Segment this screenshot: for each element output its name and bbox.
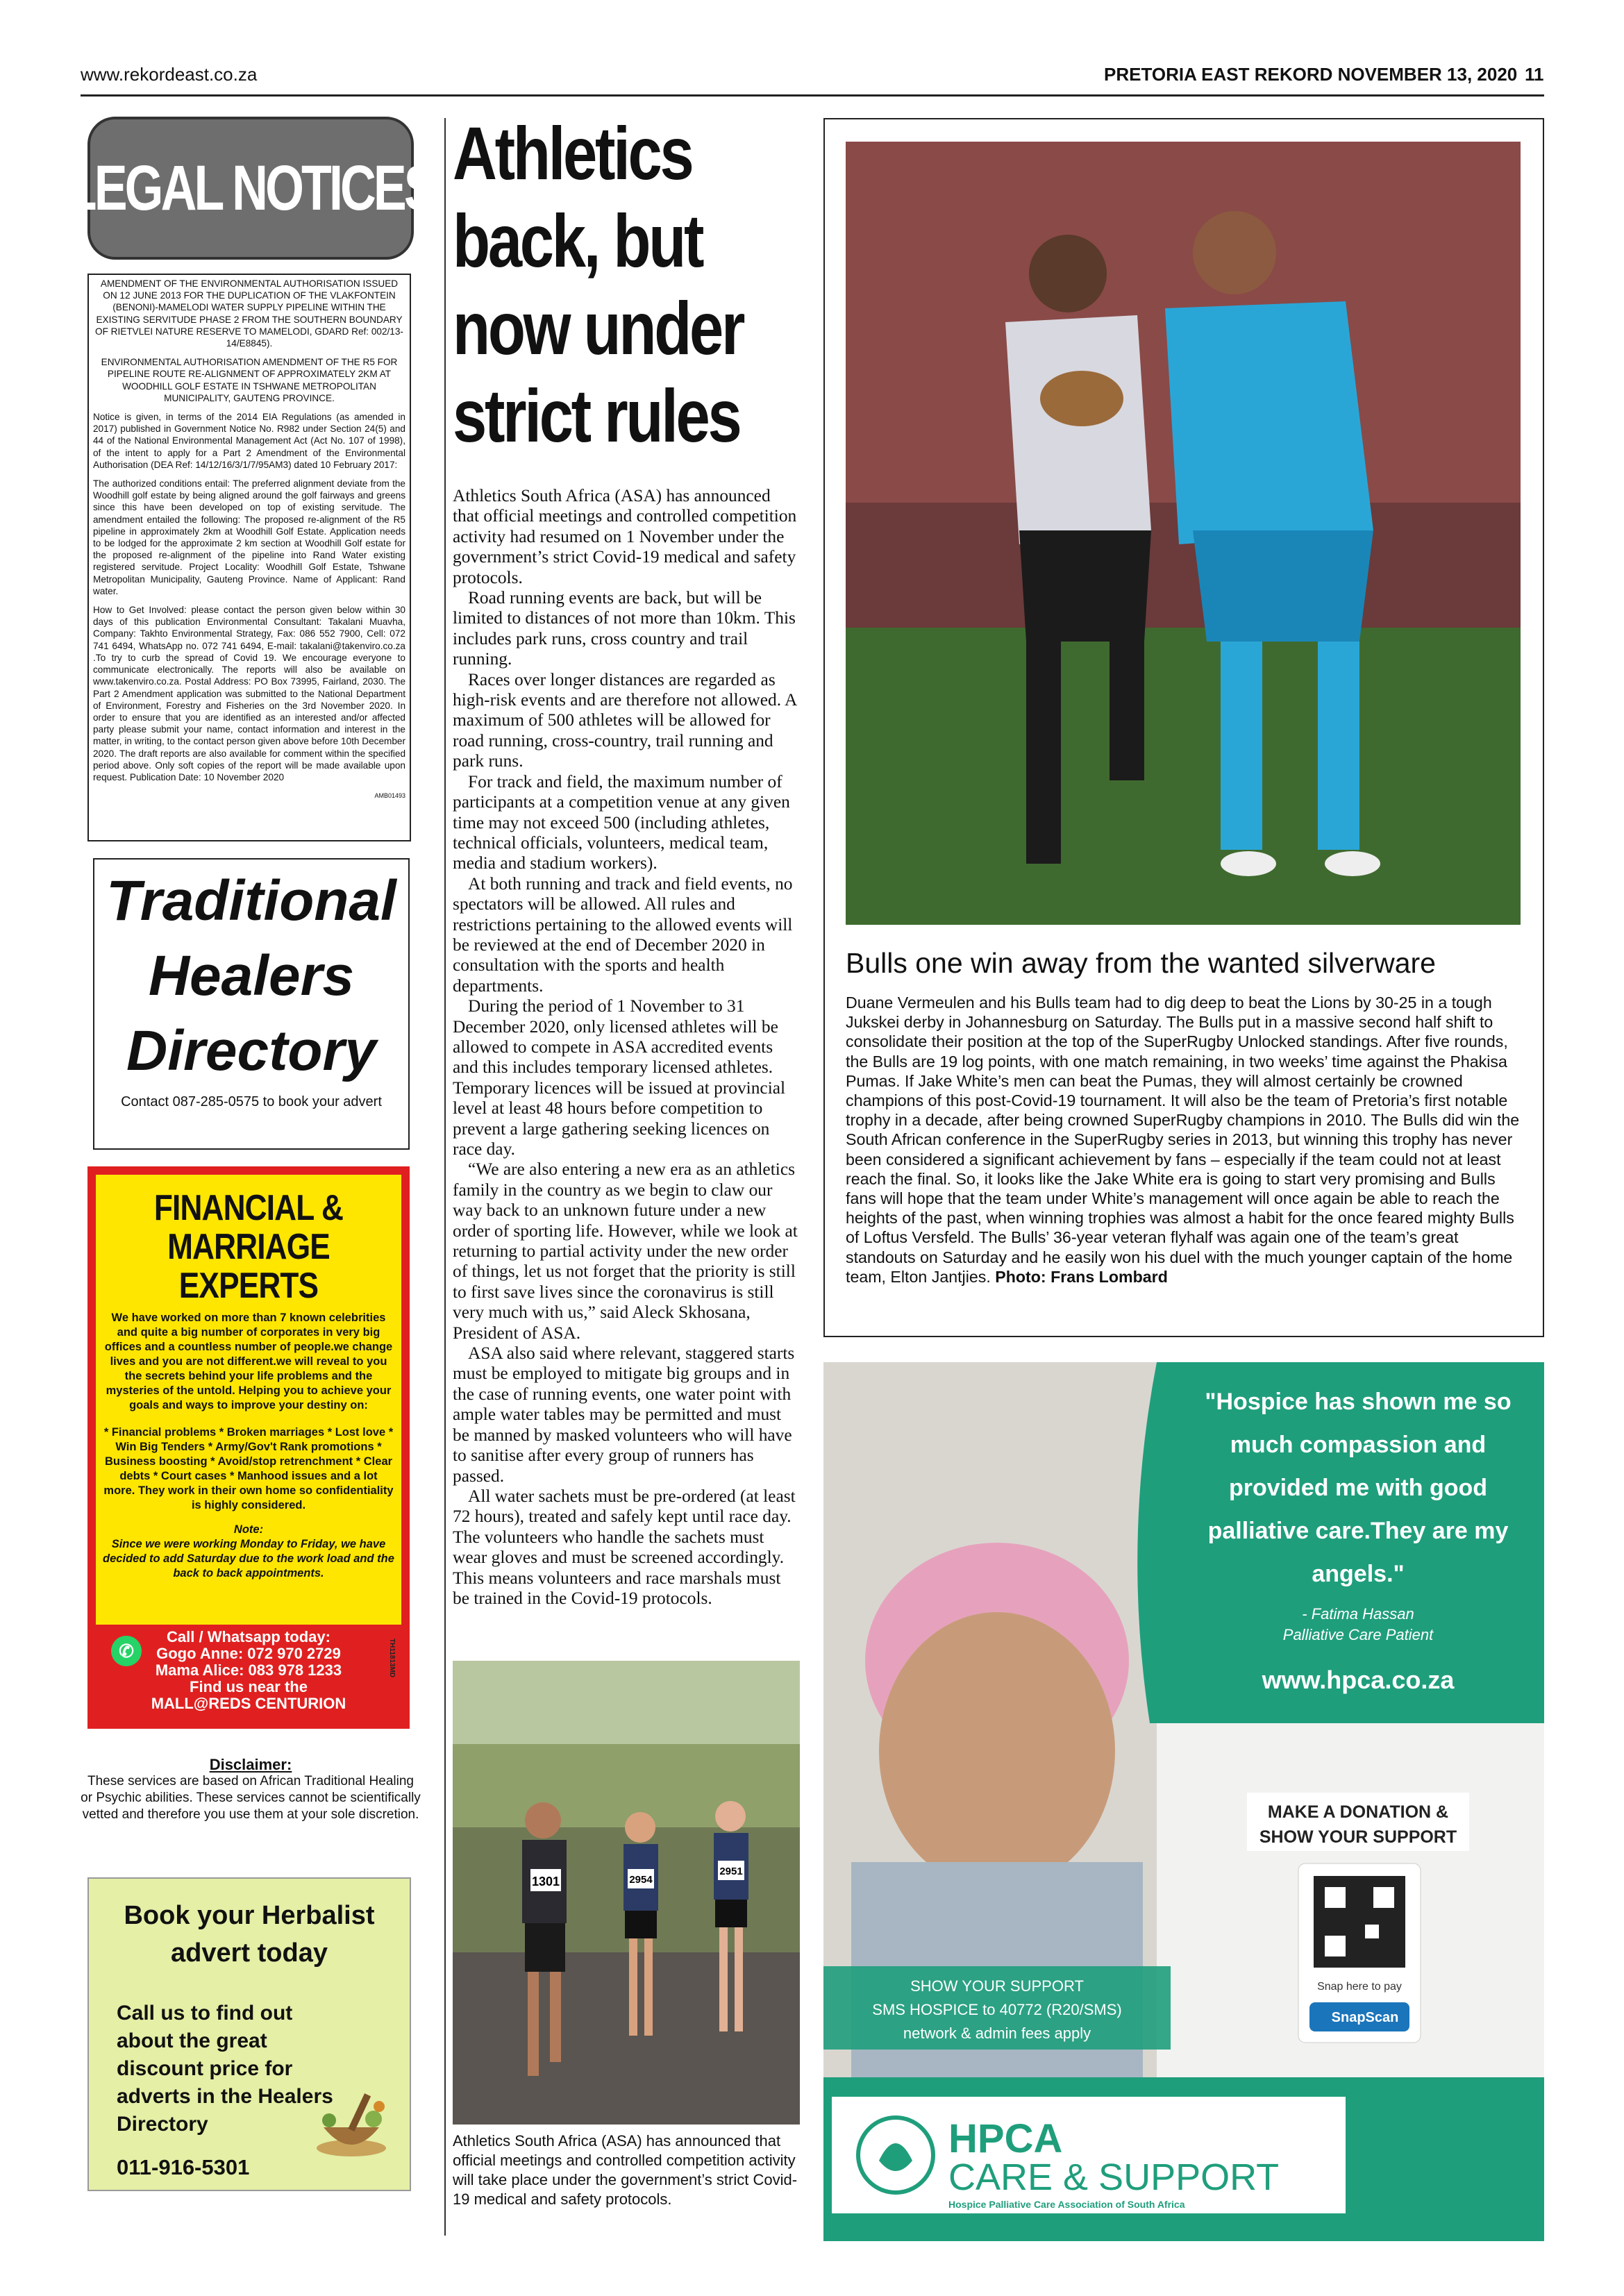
financial-note-heading: Note:: [233, 1523, 264, 1536]
whatsapp-icon: ✆: [111, 1636, 142, 1666]
financial-call-3: Mama Alice: 083 978 1233: [155, 1661, 342, 1679]
herbalist-body: Call us to find out about the great discount price for adverts in the Healers Directory: [117, 2002, 333, 2136]
legal-notice-p2: ENVIRONMENTAL AUTHORISATION AMENDMENT OF THE R5 FOR PIPELINE ROUTE RE-ALIGNMENT OF APPROXIMATELY 2KM AT WOODHILL GOLF ESTATE IN TSHWANE METROPOLITAN MUNICIPALITY, GAUTENG PROVINCE.: [101, 357, 398, 403]
financial-note: Since we were working Monday to Friday, we have decided to add Saturday due to the work load and the back to back appointments.: [103, 1538, 394, 1579]
financial-intro: We have worked on more than 7 known celebrities and quite a big number of corporates in very big offices and a countless number of people.we change lives and you are not different.we will reveal to you the secrets behind your life problems and the mysteries of the untold. Helping you to achieve your goals and ways to improve your destiny on:: [104, 1312, 393, 1411]
hpca-logo-1: HPCA: [948, 2116, 1063, 2161]
healers-contact: Contact 087-285-0575 to book your advert: [121, 1094, 382, 1109]
healers-title-3: Directory: [126, 1019, 377, 1082]
site-url: www.rekordeast.co.za: [81, 64, 258, 85]
hpca-attrib-2: Palliative Care Patient: [1282, 1626, 1434, 1643]
bulls-body: Duane Vermeulen and his Bulls team had to dig deep to beat the Lions by 30-25 in a tough Jukskei derby in Johannesburg on Saturday. The Bulls put in a massive second half shift to consolidate their position at the top of the SuperRugby Unlocked standings. After five rounds, the Bulls are 19 log points, with one match remaining, in two weeks’ time against the Phakisa Pumas. If Jake White’s men can beat the Pumas, they will almost certainly be crowned champions of this post-Covid-19 tournament. It will also be the team of Pretoria’s first notable trophy in a decade, after being crowned SuperRugby champions in 2010. The Bulls did win the South African conference in the SuperRugby series in 2013, but winning this trophy has never been considered a significant achievement by fans – especially if the team could not at least reach the final. So, it looks like the Jake White era is going to start very promising and Bulls fans will hope that the team under White’s management will once again be able to reach the heights of the past, when winning trophies was almost a habit for the once feared mighty Bulls of Loftus Versfeld. The Bulls’ 36-year veteran flyhalf was again one of the team’s great standouts on Saturday and he easily won his duel with the much younger captain of the home team, Elton Jantjies.: [846, 994, 1520, 1286]
healers-directory-ad: [93, 858, 410, 1150]
disclaimer: [81, 1757, 421, 1823]
bib-2954: 2954: [629, 1874, 653, 1886]
athletics-headline: [453, 110, 748, 460]
article-paragraph: All water sachets must be pre-ordered (at least 72 hours), treated and safely kept until race day. The volunteers who handle the sachets must wear gloves and must be screened accordingly. This means volunteers and race marshals must be trained in the Covid-19 protocols.: [453, 1486, 796, 1608]
article-paragraph: Road running events are back, but will be limited to distances of not more than 10km. This includes park runs, cross country and trail running.: [453, 588, 796, 669]
hpca-attrib-1: - Fatima Hassan: [1302, 1605, 1414, 1623]
bulls-text: [846, 993, 1523, 1287]
bulls-title: Bulls one win away from the wanted silverware: [846, 947, 1436, 979]
runners-photo: [453, 1661, 800, 2125]
financial-ref: TH11813MD: [388, 1639, 396, 1678]
article-paragraph: Athletics South Africa (ASA) has announced that official meetings and controlled competition activity had resumed on 1 November under the government’s strict Covid-19 medical and safety protocols.: [453, 486, 797, 587]
rugby-photo: [846, 142, 1521, 925]
hpca-sms-1: SHOW YOUR SUPPORT: [910, 1977, 1084, 1995]
athletics-article: [453, 486, 801, 1609]
herbalist-ad: [87, 1877, 411, 2191]
financial-call-panel: [96, 1625, 401, 1720]
hpca-quote-2: much compassion and: [1230, 1432, 1487, 1458]
bib-1301: 1301: [531, 1875, 560, 1888]
financial-call-5: MALL@REDS CENTURION: [151, 1695, 346, 1712]
legal-notices-badge: [66, 117, 435, 260]
headline-line-4: strict rules: [453, 374, 740, 458]
healers-title-2: Healers: [148, 944, 355, 1007]
hpca-quote-3: provided me with good: [1228, 1475, 1488, 1501]
article-paragraph: ASA also said where relevant, staggered starts must be employed to mitigate big groups and in the case of running events, one water point with ample water tables may be permitted and must be manned by masked volunteers who will have to sanitise after every group of runners has passed.: [453, 1343, 795, 1486]
financial-experts-ad: [87, 1166, 410, 1729]
runners-caption: Athletics South Africa (ASA) has announced that official meetings and controlled competition activity will take place under the government’s strict Covid-19 medical and safety protocols.: [453, 2132, 798, 2208]
legal-notice-p4: The authorized conditions entail: The preferred alignment deviate from the Woodhill golf estate by being aligned around the golf fairways and greens since this have been developed on top of existing servitude. The amendment entailed the following: The proposed re-alignment of the R5 pipeline in approximately 2km at Woodhill Golf Estate. Application needs to be lodged for the approximate 2 km section at Woodhill Golf estate for the proposed re-alignment of the pipeline into Rand Water existing registered servitude. Project Locality: Woodhill Golf Estate, Tshwane Metropolitan Municipality, Gauteng Province. Name of Applicant: Rand water.: [93, 478, 405, 596]
herbalist-phone: 011-916-5301: [117, 2155, 250, 2179]
hpca-quote-5: angels.": [1312, 1561, 1405, 1587]
article-paragraph: During the period of 1 November to 31 December 2020, only licensed athletes will be allowed to compete in ASA accredited events and this includes temporary licensed athletes. Temporary licences will be issued at provincial level at least 48 hours before competition to prevent a large gathering seeking licences on race day.: [453, 996, 786, 1159]
article-paragraph: Races over longer distances are regarded as high-risk events and are therefore not allowed. A maximum of 500 athletes will be allowed for road running, cross-country, trail running and park runs.: [453, 669, 796, 771]
disclaimer-heading: Disclaimer:: [209, 1756, 292, 1773]
paper-date: PRETORIA EAST REKORD NOVEMBER 13, 2020: [1104, 64, 1518, 85]
legal-notice: [87, 274, 411, 841]
hpca-logo-3: Hospice Palliative Care Association of South Africa: [948, 2199, 1185, 2210]
legal-notice-p3: Notice is given, in terms of the 2014 EIA Regulations (as amended in 2017) published in Government Notice No. R982 under Section 24(5) and 44 of the National Environmental Management Act (Act No. 107 of 1998), of the intent to apply for a Part 2 Amendment of the Environmental Authorisation (DEA Ref: 14/12/16/3/1/7/95AM3) dated 10 February 2017:: [93, 412, 405, 470]
article-paragraph: At both running and track and field events, no spectators will be allowed. All rules and restrictions pertaining to the allowed events will be reviewed at the end of December 2020 in consultation with the sports and health departments.: [453, 873, 793, 996]
bib-2951: 2951: [719, 1866, 743, 1877]
hpca-advert: [823, 1362, 1544, 2241]
column-rule: [444, 118, 446, 2236]
headline-line-3: now under: [453, 286, 744, 370]
hpca-donate-2: SHOW YOUR SUPPORT: [1259, 1827, 1457, 1847]
financial-call-1: Call / Whatsapp today:: [167, 1628, 330, 1645]
hpca-quote-4: palliative care.They are my: [1207, 1518, 1509, 1544]
hpca-logo-2: CARE & SUPPORT: [948, 2156, 1280, 2198]
hpca-donate-1: MAKE A DONATION &: [1267, 1802, 1449, 1822]
hpca-quote-1: "Hospice has shown me so: [1205, 1389, 1512, 1415]
healers-title-1: Traditional: [106, 869, 396, 932]
mortar-pestle-icon: [310, 2079, 393, 2162]
article-paragraph: For track and field, the maximum number of participants at a competition venue at any given time may not exceed 500 (including athletes, technical officials, volunteers, medical team, media and stadium workers).: [453, 771, 790, 873]
financial-call-2: Gogo Anne: 072 970 2729: [156, 1645, 341, 1662]
page-number: 11: [1525, 64, 1544, 85]
legal-notices-title: LEGAL NOTICES: [66, 152, 435, 224]
bulls-photo-credit: Photo: Frans Lombard: [995, 1267, 1168, 1286]
disclaimer-text: These services are based on African Traditional Healing or Psychic abilities. These services cannot be scientifically vetted and therefore you use them at your sole discretion.: [81, 1774, 421, 1822]
article-paragraph: “We are also entering a new era as an athletics family in the country as we begin to claw our way back to an unknown future under a new order of sporting life. However, while we look at returning to partial activity under the new order of things, let us not forget that the priority is still to first save lives since the coronavirus is still very much with us,” said Aleck Skhosana, President of ASA.: [453, 1159, 798, 1343]
financial-services: * Financial problems * Broken marriages * Lost love * Win Big Tenders * Army/Gov't Rank promotions * Business boosting * Avoid/stop retrenchment * Clear debts * Court cases * Manhood issues and a lot more. They work in their own home so confidentiality is highly considered.: [103, 1426, 394, 1511]
hpca-sms-3: network & admin fees apply: [903, 2025, 1091, 2042]
legal-notice-p5: How to Get Involved: please contact the person given below within 30 days of this publication Environmental Consultant: Takalani Muavha, Company: Takhto Environmental Strategy, Fax: 086 552 7900, Cell: 072 741 6494, WhatsApp no. 072 741 6494, E-mail: takalani@takenviro.co.za .To try to curb the spread of Covid 19. We encourage everyone to communicate electronically. The reports will also be available on www.takenviro.co.za. Postal Address: PO Box 73995, Fairland, 2030. The Part 2 Amendment application was submitted to the National Department of Environment, Forestry and Fisheries on the 3rd November 2020. In order to ensure that you are identified as an interested and/or affected party please submit your name, contact information and interest in the matter, in writing, to the contact person given above before 10th December 2020. The draft reports are also available for comment within the specified period above. Only soft copies of the report will be made available upon request. Publication Date: 10 November 2020: [93, 605, 405, 782]
snap-here-label: Snap here to pay: [1317, 1981, 1402, 1993]
headline-line-2: back, but: [453, 199, 703, 283]
headline-line-1: Athletics: [453, 111, 692, 195]
herbalist-title: Book your Herbalist advert today: [124, 1901, 375, 1968]
header-rule: [81, 94, 1544, 97]
financial-call-4: Find us near the: [190, 1678, 308, 1695]
snapscan-label: SnapScan: [1331, 2010, 1399, 2025]
hpca-sms-2: SMS HOSPICE to 40772 (R20/SMS): [872, 2001, 1122, 2018]
hpca-url: www.hpca.co.za: [1262, 1666, 1455, 1694]
legal-notice-p1: AMENDMENT OF THE ENVIRONMENTAL AUTHORISATION ISSUED ON 12 JUNE 2013 FOR THE DUPLICATION OF THE VLAKFONTEIN (BENONI)-MAMELODI WATER SUPPLY PIPELINE WITHIN THE EXISTING SERVITUDE PHASE 2 FROM THE SOUTHERN BOUNDARY OF RIETVLEI NATURE RESERVE TO MAMELODI, GDARD Ref: 002/13-14/E8845).: [95, 278, 403, 349]
legal-notice-ref: AMB01493: [374, 792, 405, 800]
financial-title: FINANCIAL & MARRIAGE EXPERTS: [153, 1188, 344, 1306]
